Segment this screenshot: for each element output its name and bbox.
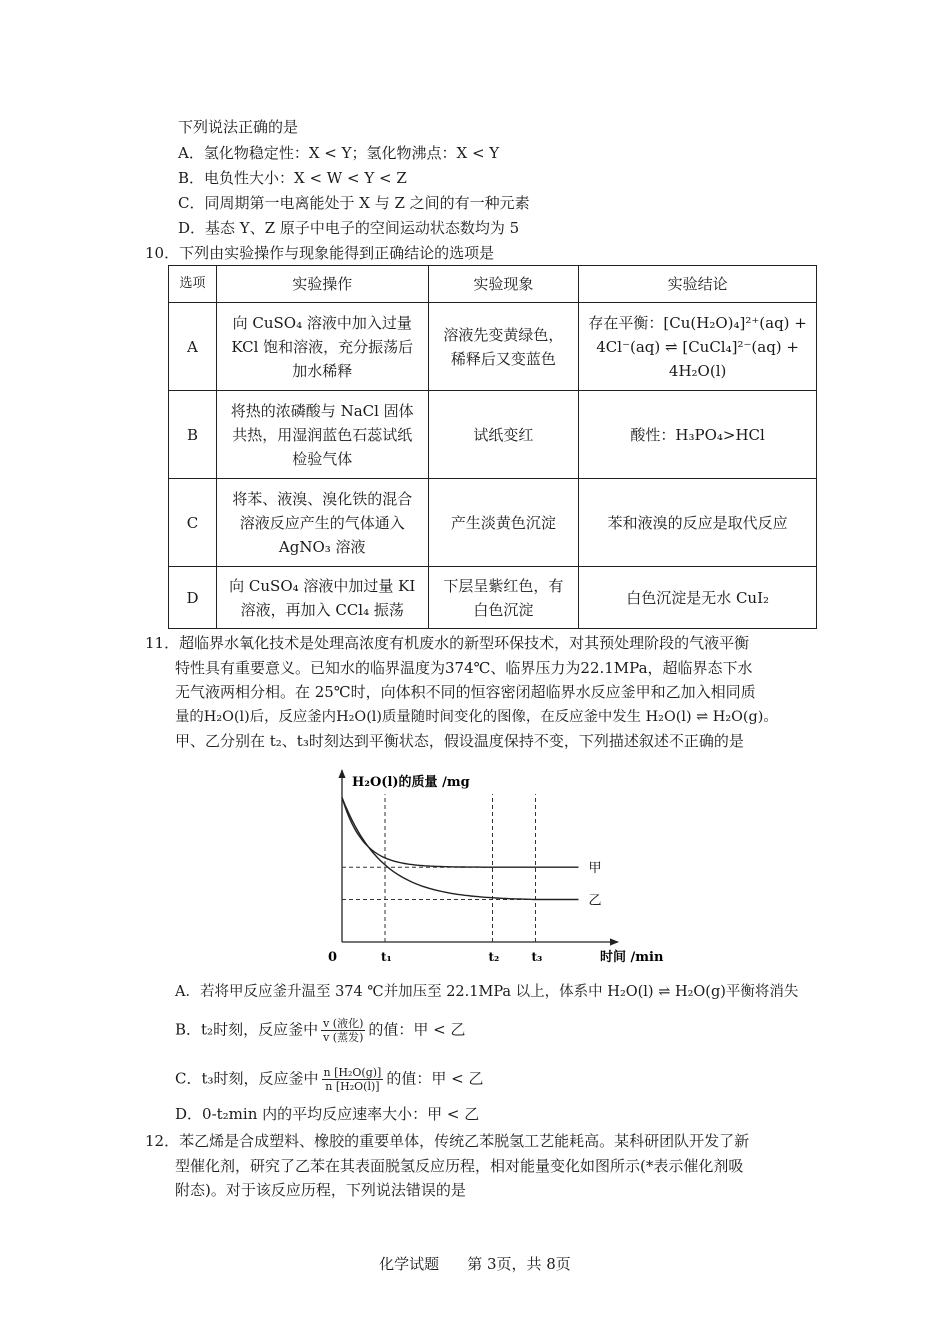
row-option: D bbox=[169, 567, 217, 629]
q9-option-a: A．氢化物稳定性：X < Y；氢化物沸点：X < Y bbox=[178, 144, 500, 162]
q11-option-a: A．若将甲反应釜升温至 374 ℃并加压至 22.1MPa 以上，体系中 H₂O(l) ⇌ H₂O(g)平衡将消失 bbox=[175, 984, 799, 1000]
q11-option-c: C．t₃时刻，反应釜中 $\frac{\text{n [H₂O(g)]}}{\text{n [H₂O(l)]}}$ 的值：甲 < 乙 bbox=[175, 1066, 484, 1093]
table-header-row bbox=[169, 266, 817, 303]
rate-ratio-fraction: $\frac{\text{v (液化)}}{\text{v (蒸发)}}$ bbox=[323, 1017, 364, 1044]
row-operation: 向 CuSO₄ 溶液中加过量 KI 溶液，再加入 CCl₄ 振荡 bbox=[216, 567, 428, 629]
table-header: 实验结论 bbox=[579, 266, 817, 303]
q11-option-b: B．t₂时刻，反应釜中 $\frac{\text{v (液化)}}{\text{v (蒸发)}}$ 的值：甲 < 乙 bbox=[175, 1017, 466, 1044]
footer-subject: 化学试题 bbox=[379, 1255, 440, 1273]
q9-option-b: B．电负性大小：X < W < Y < Z bbox=[178, 169, 407, 187]
row-option: A bbox=[169, 303, 217, 391]
row-conclusion: 酸性：H₃PO₄>HCl bbox=[579, 391, 817, 479]
series-label: 甲 bbox=[588, 861, 602, 877]
table-header: 实验操作 bbox=[216, 266, 428, 303]
row-phenomenon: 下层呈紫红色，有 白色沉淀 bbox=[428, 567, 579, 629]
row-option: B bbox=[169, 391, 217, 479]
series-label: 乙 bbox=[588, 893, 602, 909]
q11-stem-line: 甲、乙分别在 t₂、t₃时刻达到平衡状态，假设温度保持不变，下列描述叙述不正确的是 bbox=[175, 732, 744, 750]
q9-option-d: D．基态 Y、Z 原子中电子的空间运动状态数均为 5 bbox=[178, 219, 520, 237]
footer-page-number: 第 3页，共 8页 bbox=[467, 1255, 571, 1273]
x-axis-label: 时间 /min bbox=[600, 950, 664, 965]
table-row bbox=[169, 391, 817, 479]
origin-label: 0 bbox=[328, 950, 338, 965]
row-conclusion: 苯和液溴的反应是取代反应 bbox=[579, 479, 817, 567]
q12-stem-line: 型催化剂，研究了乙苯在其表面脱氢反应历程，相对能量变化如图所示(*表示催化剂吸 bbox=[175, 1156, 744, 1175]
row-option: C bbox=[169, 479, 217, 567]
q11-stem-line: 11．超临界水氧化技术是处理高浓度有机废水的新型环保技术，对其预处理阶段的气液平衡 bbox=[145, 634, 750, 652]
q12-stem bbox=[145, 1129, 749, 1203]
table-row bbox=[169, 479, 817, 567]
q9-stem: 下列说法正确的是 bbox=[178, 118, 299, 136]
row-phenomenon: 试纸变红 bbox=[428, 391, 579, 479]
q11-stem-line: 无气液两相分相。在 25℃时，向体积不同的恒容密闭超临界水反应釜甲和乙加入相同质 bbox=[175, 683, 756, 701]
q12-stem-line: 附态)。对于该反应历程，下列说法错误的是 bbox=[175, 1181, 466, 1199]
h2o-mass-chart bbox=[300, 762, 680, 972]
x-tick-label: t₃ bbox=[531, 950, 543, 964]
y-axis-label: H₂O(l)的质量 /mg bbox=[352, 775, 470, 790]
row-operation: 将苯、液溴、溴化铁的混合 溶液反应产生的气体通入 AgNO₃ 溶液 bbox=[216, 479, 428, 567]
series-line bbox=[342, 798, 579, 900]
table-header: 选项 bbox=[169, 266, 217, 303]
q11-stem-line: 量的H₂O(l)后，反应釜内H₂O(l)质量随时间变化的图像，在反应釜中发生 H₂O(l) ⇌ H₂O(g)。 bbox=[175, 708, 778, 725]
page-footer bbox=[0, 1253, 950, 1274]
row-operation: 向 CuSO₄ 溶液中加入过量 KCl 饱和溶液，充分振荡后 加水稀释 bbox=[216, 303, 428, 391]
row-conclusion: 存在平衡：[Cu(H₂O)₄]²⁺(aq) + 4Cl⁻(aq) ⇌ [CuCl₄]²⁻(aq) + 4H₂O(l) bbox=[579, 303, 817, 391]
row-phenomenon: 溶液先变黄绿色， 稀释后又变蓝色 bbox=[428, 303, 579, 391]
q10-stem: 10．下列由实验操作与现象能得到正确结论的选项是 bbox=[145, 244, 495, 262]
table-row bbox=[169, 303, 817, 391]
q11-stem-line: 特性具有重要意义。已知水的临界温度为374℃、临界压力为22.1MPa，超临界态下水 bbox=[175, 658, 753, 677]
row-operation: 将热的浓磷酸与 NaCl 固体 共热，用湿润蓝色石蕊试纸 检验气体 bbox=[216, 391, 428, 479]
q9-option-c: C．同周期第一电离能处于 X 与 Z 之间的有一种元素 bbox=[178, 194, 530, 212]
row-phenomenon: 产生淡黄色沉淀 bbox=[428, 479, 579, 567]
q12-stem-line: 12．苯乙烯是合成塑料、橡胶的重要单体，传统乙苯脱氢工艺能耗高。某科研团队开发了新 bbox=[145, 1132, 750, 1150]
x-tick-label: t₂ bbox=[488, 950, 500, 964]
q11-stem bbox=[145, 631, 778, 754]
row-conclusion: 白色沉淀是无水 CuI₂ bbox=[579, 567, 817, 629]
x-tick-label: t₁ bbox=[381, 950, 392, 964]
experiment-table bbox=[168, 265, 817, 629]
table-header: 实验现象 bbox=[428, 266, 579, 303]
amount-ratio-fraction: $\frac{\text{n [H₂O(g)]}}{\text{n [H₂O(l)]}}$ bbox=[323, 1066, 382, 1093]
table-row bbox=[169, 567, 817, 629]
q11-option-d: D．0-t₂min 内的平均反应速率大小：甲 < 乙 bbox=[175, 1105, 480, 1123]
